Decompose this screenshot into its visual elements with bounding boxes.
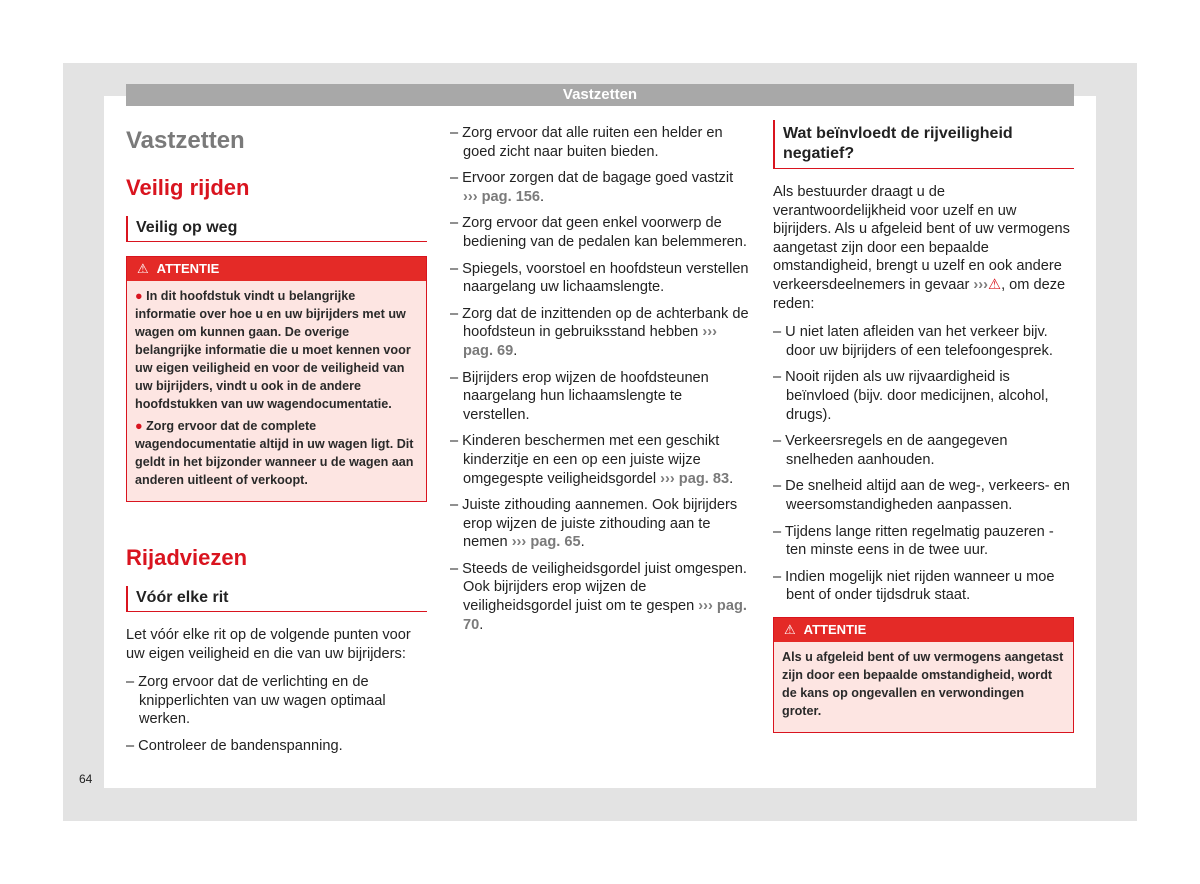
section-header: Vastzetten [126,84,1074,106]
middle-column [450,124,750,642]
warning-item: Als u afgeleid bent of uw vermogens aangetast zijn door een bepaalde omstandigheid, wordt de kans op ongevallen en verwondingen groter. [782,649,1064,718]
warning-body [127,281,426,501]
list-item: – Indien mogelijk niet rijden wanneer u moe bent of onder tijdsdruk staat. [773,568,1055,604]
list-item: – Verkeersregels en de aangegeven snelheden aanhouden. [773,433,1008,468]
warning-box [773,617,1074,733]
warning-body [774,642,1073,732]
warning-triangle-icon: ⚠ [784,621,796,637]
warning-label: ATTENTIE [803,621,867,637]
left-column [126,120,427,764]
warning-item: ● In dit hoofdstuk vindt u belangrijke informatie over hoe u en uw bijrijders met uw wagen om kunnen gaan. De overige belangrijke informatie die u moet kennen voor uw eigen veiligheid en voor de veiligheid van uw bijrijders, vindt u ook in de andere hoofdstukken van uw wagendocumentatie. [135,289,411,411]
chapter-title: Vastzetten [126,127,245,154]
list-item: – Kinderen beschermen met een geschikt kinderzitje en een op een juiste wijze omgegespte veiligheidsgordel ››› pag. 83. [450,433,734,487]
subsection-rijveiligheid: Wat beïnvloedt de rijveiligheid negatief? [773,120,1074,169]
section-title-veilig-rijden: Veilig rijden [126,175,250,200]
list-item: – Controleer de bandenspanning. [126,737,343,754]
warning-triangle-icon: ⚠ [137,261,149,276]
warning-box [126,256,427,502]
warning-triangle-icon: ⚠ [987,276,1002,293]
section-title-rijadviezen: Rijadviezen [126,545,248,570]
page-reference-link[interactable]: ››› pag. 69 [463,324,717,359]
list-item: – Ervoor zorgen dat de bagage goed vastzit ››› pag. 156. [450,170,734,205]
list-item: – U niet laten afleiden van het verkeer bijv. door uw bijrijders of een telefoongesprek. [773,324,1053,359]
list-item: – Zorg ervoor dat alle ruiten een helder en goed zicht naar buiten bieden. [450,125,723,160]
warning-item: ● Zorg ervoor dat de complete wagendocumentatie altijd in uw wagen ligt. Dit geldt in het bijzonder wanneer u de wagen aan anderen uitleent of verkoopt. [135,419,414,487]
list-item: – Zorg dat de inzittenden op de achterbank de hoofdsteun in gebruiksstand hebben ››› pag. 69. [450,305,749,359]
page-reference-link[interactable]: ››› [973,276,988,293]
warning-header [127,257,426,281]
list-item: – Bijrijders erop wijzen de hoofdsteunen naargelang hun lichaamslengte te verstellen. [450,369,709,423]
list-item: – De snelheid altijd aan de weg-, verkeers- en weersomstandigheden aanpassen. [773,478,1070,513]
subsection-veilig-op-weg: Veilig op weg [126,216,427,242]
bullet-icon: ● [135,289,147,303]
page-reference-link[interactable]: ››› pag. 65 [511,534,581,551]
list-item: – Zorg ervoor dat geen enkel voorwerp de bediening van de pedalen kan belemmeren. [450,215,747,250]
warning-label: ATTENTIE [156,261,220,276]
intro-text: Als bestuurder draagt u de verantwoordelijkheid voor uzelf en uw bijrijders. Als u afgeleid bent of uw vermogens aangetast zijn door een bepaalde omstandigheid, brengt u uzelf en ook andere verkeersdeelnemers in gevaar ›››⚠, om deze reden: [773,184,1070,312]
list-item: – Steeds de veiligheidsgordel juist omgespen. Ook bijrijders erop wijzen de veiligheidsgordel juist om te gespen ››› pag. 70. [450,560,747,633]
page-number: 64 [79,772,93,786]
page-reference-link[interactable]: ››› pag. 70 [463,598,747,633]
warning-header [774,618,1073,642]
subsection-voor-elke-rit: Vóór elke rit [126,586,427,612]
list-item: – Tijdens lange ritten regelmatig pauzeren - ten minste eens in de twee uur. [773,523,1054,559]
list-item: – Zorg ervoor dat de verlichting en de knipperlichten van uw wagen optimaal werken. [126,674,386,728]
page-reference-link[interactable]: ››› pag. 83 [660,470,730,487]
list-item: – Spiegels, voorstoel en hoofdsteun verstellen naargelang uw lichaamslengte. [450,260,749,296]
bullet-icon: ● [135,419,147,433]
list-item: – Juiste zithouding aannemen. Ook bijrijders erop wijzen de juiste zithouding aan te nemen ››› pag. 65. [450,497,738,551]
list-item: – Nooit rijden als uw rijvaardigheid is beïnvloed (bijv. door medicijnen, alcohol, drugs). [773,369,1049,423]
intro-text: Let vóór elke rit op de volgende punten voor uw eigen veiligheid en die van uw bijrijders: [126,627,411,662]
page-reference-link[interactable]: ››› pag. 156 [463,188,541,205]
right-column [773,120,1074,733]
